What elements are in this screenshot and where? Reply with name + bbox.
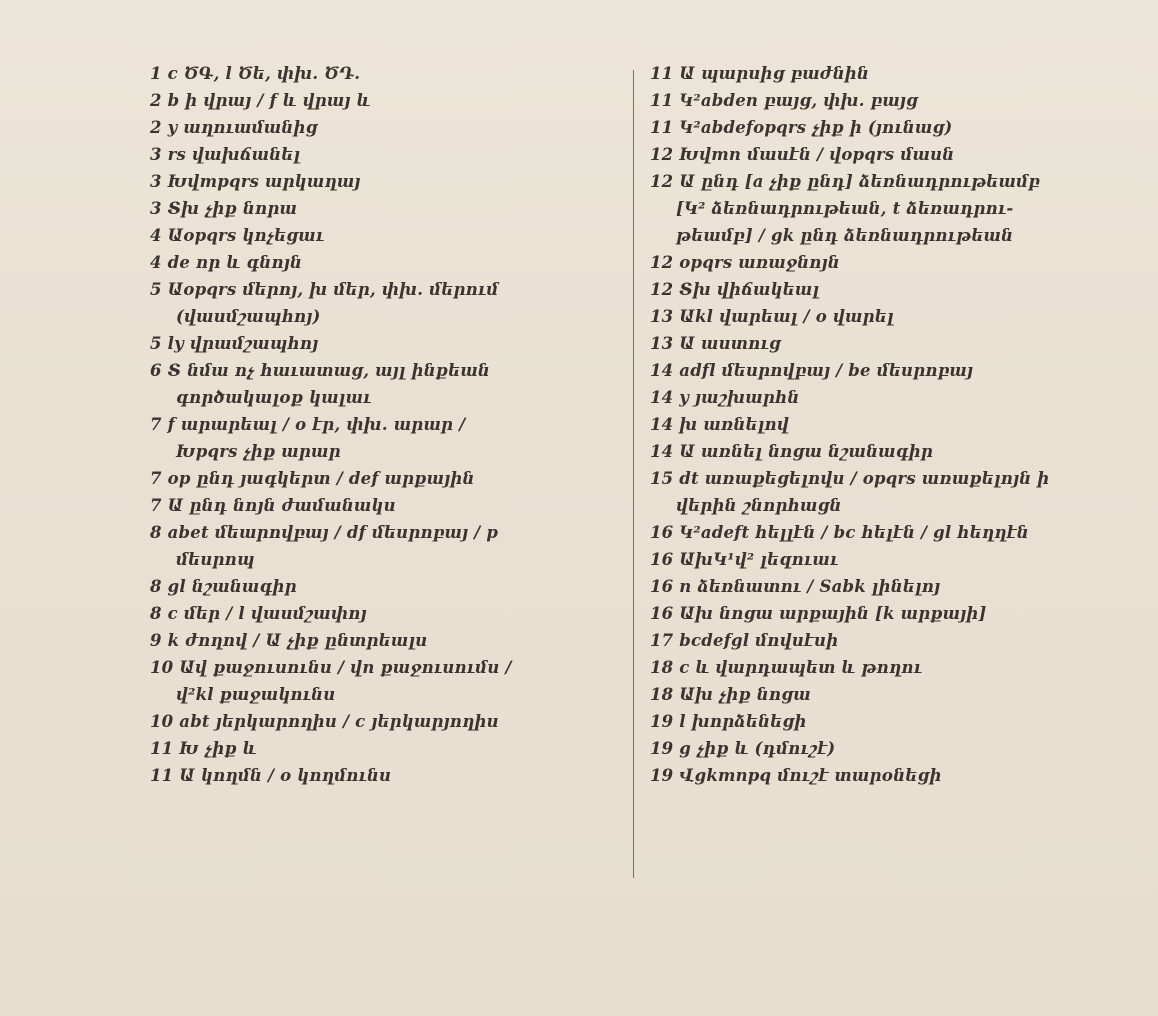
note-line-continuation: Խpqrs չիք արար <box>176 442 341 461</box>
note-line: 2 b ի վրայ / f և վրայ և <box>150 91 371 110</box>
note-line: 18 Ախ չիք նոցա <box>650 685 811 704</box>
note-line: 14 խ առնելով <box>650 415 790 434</box>
note-line-continuation: թեամբ] / gk ընդ ձեռնադրութեան <box>676 226 1014 245</box>
note-line: 8 gl նշանագիր <box>150 577 297 596</box>
note-line-continuation: (վասմշապհոյ) <box>176 307 321 326</box>
note-line: 8 c մեր / l վասմշափոյ <box>150 604 367 623</box>
note-line: 3 Տխ չիք նորա <box>150 199 298 218</box>
note-line: 7 op ընդ յագկերտ / def արքային <box>150 469 475 488</box>
note-line-continuation: վերին շնորհացն <box>676 496 842 515</box>
note-line: 18 c և վարդապետ և թողու <box>650 658 923 677</box>
note-line: 7 f արարեալ / o էր, փխ. արար / <box>150 415 466 434</box>
note-line: 11 Ա պարսից բաժնին <box>650 64 870 83</box>
column-divider <box>633 70 634 878</box>
note-line: 5 ly վրամշապհոյ <box>150 334 319 353</box>
note-line: 16 Կ²adeft հելլէն / bc հելէն / gl հեղղէն <box>650 523 1029 542</box>
note-line: 4 Աopqrs կոչեցաւ <box>150 226 325 245</box>
note-line: 13 Ա աստուց <box>650 334 781 353</box>
right-column <box>650 60 1110 789</box>
note-line: 12 Տխ վիճակեալ <box>650 280 820 299</box>
note-line: 14 adfl մեսրովբայ / be մեսրոբայ <box>650 361 974 380</box>
left-column <box>150 60 590 789</box>
note-line: 5 Աopqrs մերոյ, խ մեր, փխ. մերում <box>150 280 499 299</box>
note-line: 12 Ա ընդ [a չիք ընդ] ձեռնադրութեամբ <box>650 172 1040 191</box>
note-line: 9 k ժողով / Ա չիք ընտրեալս <box>150 631 428 650</box>
note-line-continuation: վ²kl քաջակունս <box>176 685 336 704</box>
note-line-continuation: [Կ² ձեռնադրութեան, t ձեռադրու- <box>676 199 1014 218</box>
note-line: 2 y աղուամանից <box>150 118 318 137</box>
note-line: 8 abet մեարովբայ / df մեսրոբայ / p <box>150 523 499 542</box>
note-line: 4 de որ և գնոյն <box>150 253 303 272</box>
note-line: 6 Տ նմա ոչ հաւատաց, այլ ինքեան <box>150 361 491 380</box>
note-line-continuation: մեսրոպ <box>176 550 255 569</box>
note-line: 16 n ձեռնատու / Sabk լինելոյ <box>650 577 941 596</box>
note-line: 11 Կ²abdefopqrs չիք ի (յունաց) <box>650 118 953 137</box>
note-line: 15 dt առաքեցելովս / opqrs առաքելոյն ի <box>650 469 1050 488</box>
note-line: 19 Վgkmnpq մուշէ տարօնեցի <box>650 766 942 785</box>
note-line: 11 Խ չիք և <box>150 739 257 758</box>
note-line: 17 bcdefgl մովսէսի <box>650 631 839 650</box>
note-line: 10 abt յերկարողիս / c յերկարյողիս <box>150 712 499 731</box>
note-line: 12 opqrs առաջնոյն <box>650 253 840 272</box>
note-line: 14 Ա առնել նոցա նշանագիր <box>650 442 934 461</box>
note-line: 11 Ա կողմն / o կողմունս <box>150 766 392 785</box>
note-line: 12 Խվmn մասէն / վopqrs մասն <box>650 145 955 164</box>
note-line: 7 Ա ընդ նոյն ժամանակս <box>150 496 396 515</box>
note-line: 3 rs վախճանել <box>150 145 301 164</box>
note-line: 16 Ախ նոցա արքային [k արքայի] <box>650 604 987 623</box>
note-line: 19 l խորձենեցի <box>650 712 807 731</box>
note-line: 13 Աkl վարեալ / o վարել <box>650 307 894 326</box>
note-line: 14 y յաշխարհն <box>650 388 800 407</box>
note-line-continuation: գործակալօք կալաւ <box>176 388 372 407</box>
note-line: 19 g չիք և (դմուշէ) <box>650 739 836 758</box>
note-line: 16 ԱխԿ¹վ² լեզուաւ <box>650 550 839 569</box>
note-line: 11 Կ²abden բայց, փխ. բայց <box>650 91 919 110</box>
note-line: 3 Խվmpqrs արկաղայ <box>150 172 361 191</box>
note-line: 10 Ավ քաջուսունս / վn քաջուսումս / <box>150 658 512 677</box>
note-line: 1 c ԾԳ, l Ծե, փխ. ԾԴ. <box>150 64 361 83</box>
